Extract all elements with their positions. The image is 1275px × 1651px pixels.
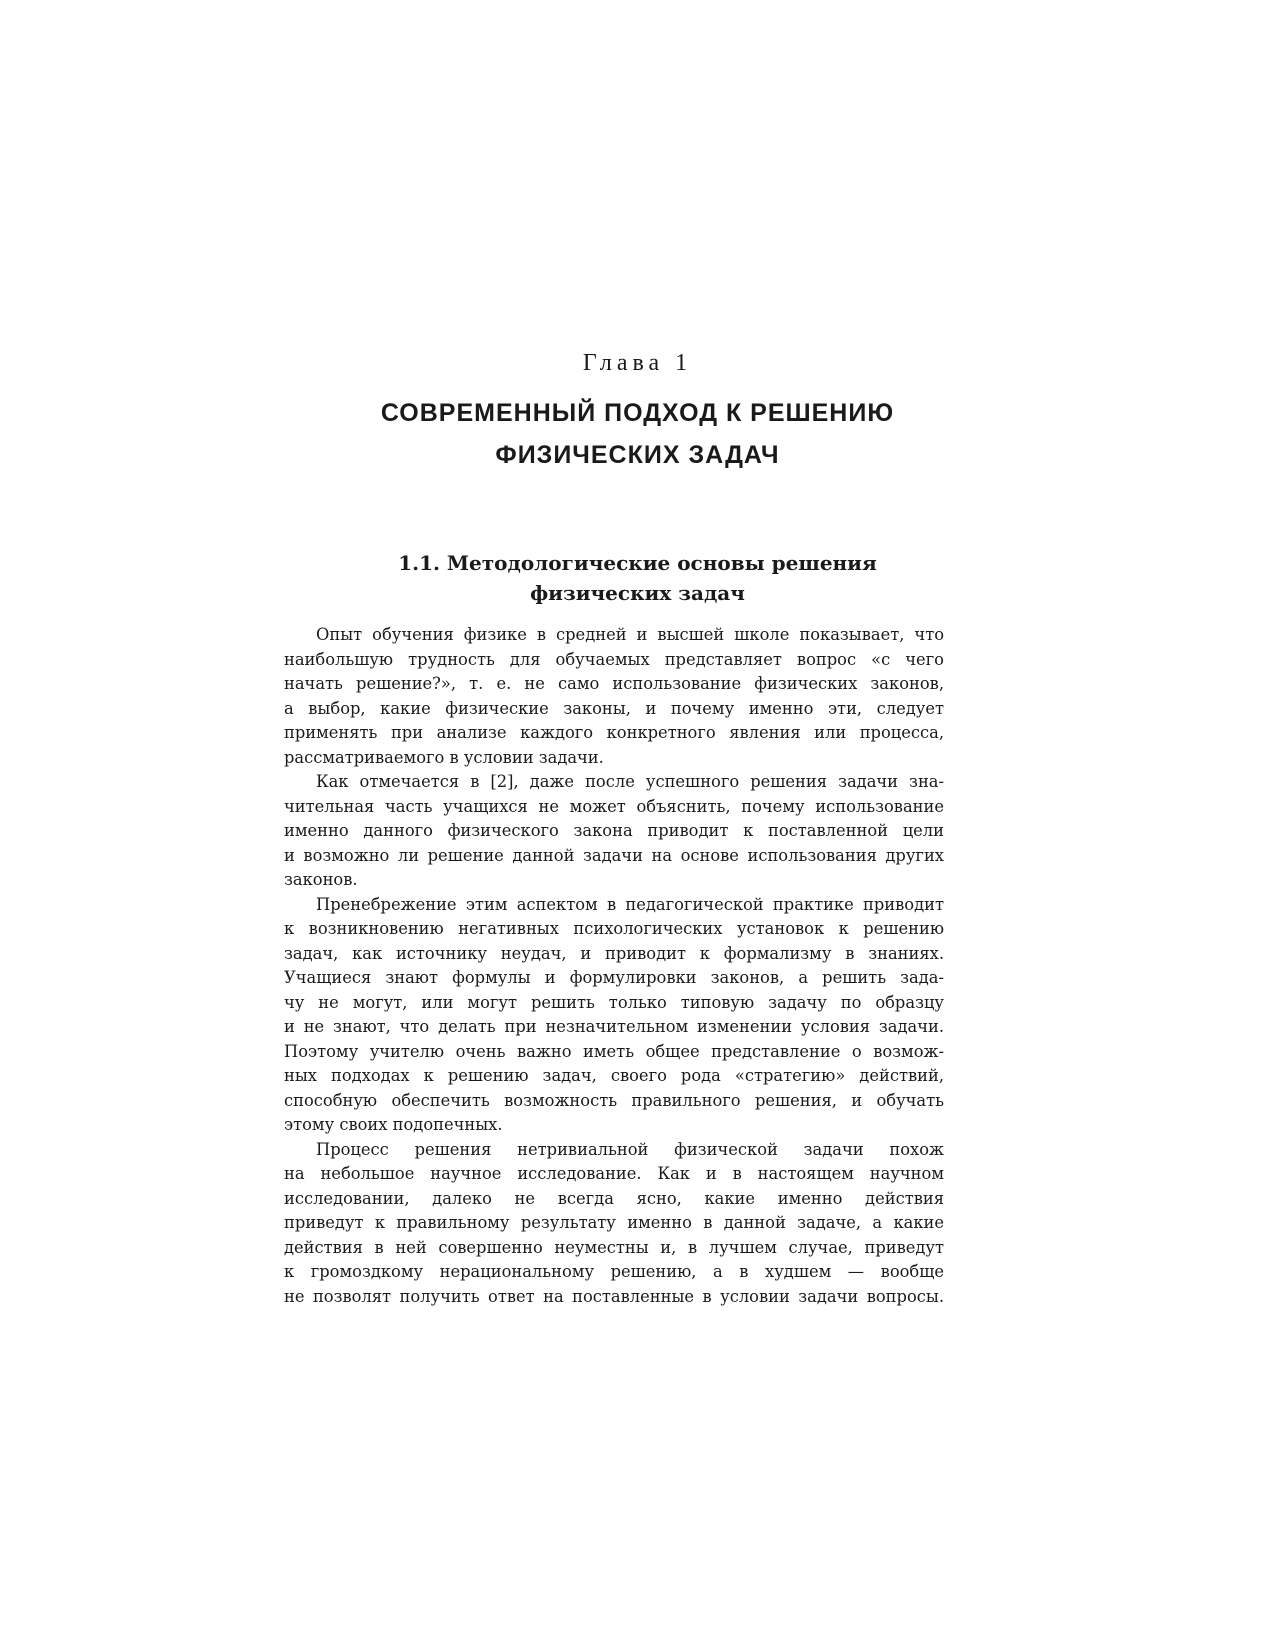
text-line: а выбор, какие физические законы, и почему именно эти, следует <box>284 698 944 718</box>
body-text <box>284 623 944 1309</box>
text-line: чу не могут, или могут решить только типовую задачу по образцу <box>284 992 944 1012</box>
text-line: Процесс решения нетривиальной физической задачи похож <box>316 1139 944 1159</box>
text-line: чительная часть учащихся не может объяснить, почему использование <box>284 796 944 816</box>
text-line: именно данного физического закона приводит к поставленной цели <box>284 821 944 840</box>
text-line: этому своих подопечных. <box>284 1115 503 1134</box>
section-title <box>0 548 1275 608</box>
chapter-label: Глава 1 <box>582 350 693 376</box>
text-line: и не знают, что делать при незначительном изменении условия задачи. <box>284 1017 944 1036</box>
text-line: к громоздкому нерациональному решению, а в худшем — вообще <box>284 1262 944 1281</box>
text-line: наибольшую трудность для обучаемых представляет вопрос «с чего <box>284 649 944 669</box>
text-line: действия в ней совершенно неуместны и, в лучшем случае, приведут <box>284 1237 944 1257</box>
text-line: не позволят получить ответ на поставленные в условии задачи вопросы. <box>284 1286 944 1306</box>
chapter-title-line: ФИЗИЧЕСКИХ ЗАДАЧ <box>495 441 780 469</box>
text-line: применять при анализе каждого конкретного явления или процесса, <box>284 723 944 742</box>
text-line: Опыт обучения физике в средней и высшей школе показывает, что <box>316 625 944 644</box>
text-line: приведут к правильному результату именно в данной задаче, а какие <box>284 1213 944 1232</box>
text-line: законов. <box>284 870 358 889</box>
text-line: и возможно ли решение данной задачи на основе использования других <box>284 845 944 865</box>
text-line: на небольшое научное исследование. Как и в настоящем научном <box>284 1164 944 1183</box>
text-line: задач, как источнику неудач, и приводит к формализму в знаниях. <box>284 943 944 963</box>
text-line: Пренебрежение этим аспектом в педагогической практике приводит <box>316 894 944 914</box>
text-line: Поэтому учителю очень важно иметь общее представление о возмож- <box>284 1041 944 1061</box>
chapter-title-line: СОВРЕМЕННЫЙ ПОДХОД К РЕШЕНИЮ <box>380 399 895 427</box>
text-line: к возникновению негативных психологических установок к решению <box>284 919 944 938</box>
chapter-title <box>0 392 1275 476</box>
section-title-line: 1.1. Методологические основы решения <box>398 551 877 575</box>
text-line: Как отмечается в [2], даже после успешного решения задачи зна- <box>316 772 944 791</box>
section-title-line: физических задач <box>530 581 745 605</box>
text-line: начать решение?», т. е. не само использование физических законов, <box>284 674 944 693</box>
text-line: способную обеспечить возможность правильного решения, и обучать <box>284 1090 944 1110</box>
text-line: исследовании, далеко не всегда ясно, какие именно действия <box>284 1188 944 1208</box>
text-line: ных подходах к решению задач, своего рода «стратегию» действий, <box>284 1066 944 1085</box>
text-line: Учащиеся знают формулы и формулировки законов, а решить зада- <box>284 968 944 987</box>
text-line: рассматриваемого в условии задачи. <box>284 747 604 767</box>
